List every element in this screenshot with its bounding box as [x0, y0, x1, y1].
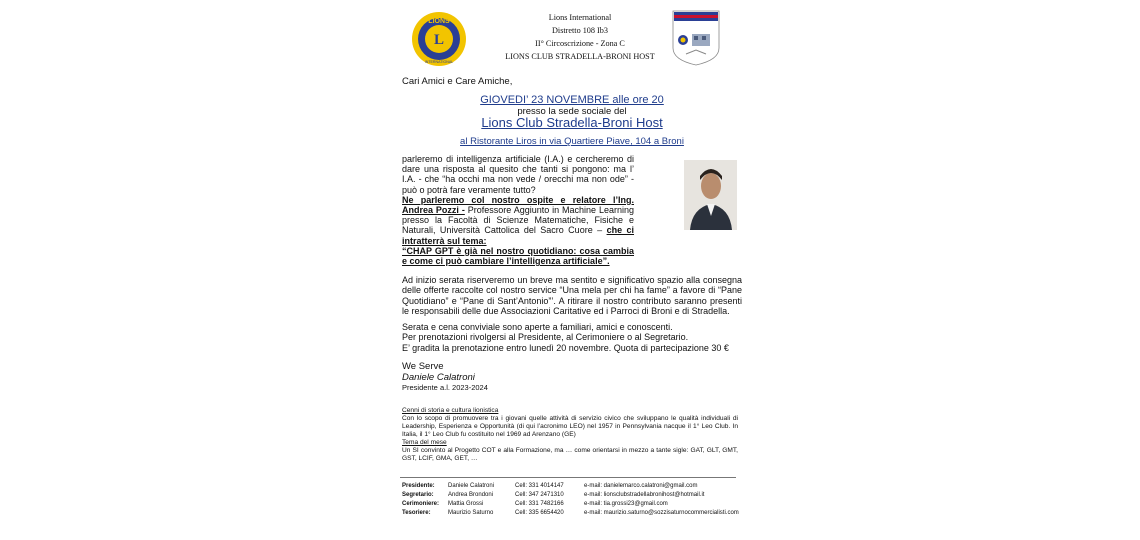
roster-name: Daniele Calatroni: [448, 483, 495, 489]
roster-email[interactable]: e-mail: lionsclubstradellabronihost@hotmail.it: [584, 492, 705, 498]
officers-roster: [402, 482, 742, 518]
speaker-description: Professore Aggiunto in Machine Learning presso la Facoltà di Scienze Matematiche, Fisiche e Naturali, Università Cattolica del Sacro Cuore –: [402, 205, 635, 236]
booking-line: Serata e cena conviviale sono aperte a familiari, amici e conoscenti.: [402, 322, 673, 332]
event-location: al Ristorante Liros in via Quartiere Piave, 104 a Broni: [460, 136, 684, 147]
club-crest-icon: [672, 10, 720, 66]
roster-role: Cerimoniere:: [402, 501, 440, 507]
roster-email[interactable]: e-mail: tia.grossi23@gmail.com: [584, 501, 668, 507]
greeting: Cari Amici e Care Amiche,: [402, 76, 513, 87]
talk-topic: “CHAP GPT è già nel nostro quotidiano: cosa cambia e come ci può cambiare l’intelligenza artificiale”.: [402, 245, 634, 267]
signature-name: Daniele Calatroni: [402, 371, 475, 383]
divider: [400, 477, 736, 478]
roster-cell: Cell: 331 4014147: [515, 483, 564, 489]
club-name: LIONS CLUB STRADELLA-BRONI HOST: [505, 52, 655, 61]
signature-block: [402, 362, 488, 394]
lions-international-logo: [410, 10, 468, 68]
speaker-name: Ne parleremo col nostro ospite e relatore l’Ing. Andrea Pozzi -: [402, 194, 634, 216]
service-paragraph: Ad inizio serata riserveremo un breve ma sentito e significativo spazio alla consegna delle offerte raccolte col nostro service “Una mela per chi ha fame” a favore di “Pane Quotidiano” e “Pane di Sant’Antonio”’. A ritirare il nostro contributo saranno presenti le responsabili delle due Associazioni Caritative ed i Parroci di Broni e di Stradella.: [402, 275, 742, 317]
roster-name: Maurizio Saturno: [448, 510, 494, 516]
roster-role: Tesoriere:: [402, 510, 431, 516]
booking-paragraph: [402, 322, 742, 353]
roster-row: [402, 500, 742, 509]
roster-cell: Cell: 347 2471310: [515, 492, 564, 498]
logo-text-bottom: INTERNATIONAL: [424, 60, 454, 64]
motto: We Serve: [402, 361, 444, 372]
roster-cell: Cell: 331 7482166: [515, 501, 564, 507]
letterhead: [480, 11, 680, 63]
intro-paragraph: [402, 154, 634, 266]
roster-row: [402, 509, 742, 518]
speaker-tail: che ci intratterrà sul tema:: [402, 225, 635, 246]
logo-text-top: LIONS: [428, 18, 450, 25]
roster-row: [402, 482, 742, 491]
speaker-paragraph: [402, 195, 634, 246]
roster-role: Presidente:: [402, 483, 435, 489]
speaker-photo: [684, 160, 737, 230]
notes-heading-theme: Tema del mese: [402, 439, 447, 446]
roster-cell: Cell: 335 6654420: [515, 510, 564, 516]
notes-section: [402, 407, 738, 463]
event-date: GIOVEDI’ 23 NOVEMBRE alle ore 20: [480, 94, 664, 106]
booking-line: Per prenotazioni rivolgersi al Presidente, al Cerimoniere o al Segretario.: [402, 332, 689, 343]
circoscrizione: II° Circoscrizione - Zona C: [535, 39, 625, 48]
intro-text: parleremo di intelligenza artificiale (I.A.) e cercheremo di dare una risposta al quesito che tanti si pongono: ma l’ I.A. - che “ha occhi ma non vede / orecchi ma non ode” - può o potrà fare veramente tutto?: [402, 154, 634, 195]
logo-letter: L: [433, 32, 445, 48]
roster-role: Segretario:: [402, 492, 434, 498]
notes-heading-history: Cenni di storia e cultura lionistica: [402, 407, 499, 414]
roster-email[interactable]: e-mail: danielemarco.calatroni@gmail.com: [584, 483, 698, 489]
event-presso: presso la sede sociale del: [517, 106, 627, 117]
event-club: Lions Club Stradella-Broni Host: [481, 115, 663, 130]
roster-email[interactable]: e-mail: maurizio.saturno@sozzisaturnocommercialisti.com: [584, 510, 739, 516]
roster-name: Andrea Brondoni: [448, 492, 494, 498]
booking-line: E’ gradita la prenotazione entro lunedì 20 novembre. Quota di partecipazione 30 €: [402, 342, 729, 353]
district-name: Distretto 108 Ib3: [552, 26, 608, 35]
signature-role: Presidente a.l. 2023-2024: [402, 383, 488, 392]
roster-row: [402, 491, 742, 500]
notes-history-text: Con lo scopo di promuovere tra i giovani quelle attività di servizio civico che sviluppano le qualità individuali di Leadership, Esperienza e Opportunità (di qui l’acronimo LEO) nel 1957 in Pennsylvania nacque il 1° Leo Club. In Italia, il 1° Leo Club fu costituito nel 1969 ad Arenzano (GE): [402, 415, 738, 438]
org-name: Lions International: [548, 13, 612, 22]
roster-name: Mattia Grossi: [448, 501, 484, 507]
notes-theme-text: Un SI convinto al Progetto COT e alla Formazione, ma … come orientarsi in mezzo a tante sigle: GAT, GLT, GMT, GST, LCIF, GMA, GET, …: [402, 447, 738, 462]
